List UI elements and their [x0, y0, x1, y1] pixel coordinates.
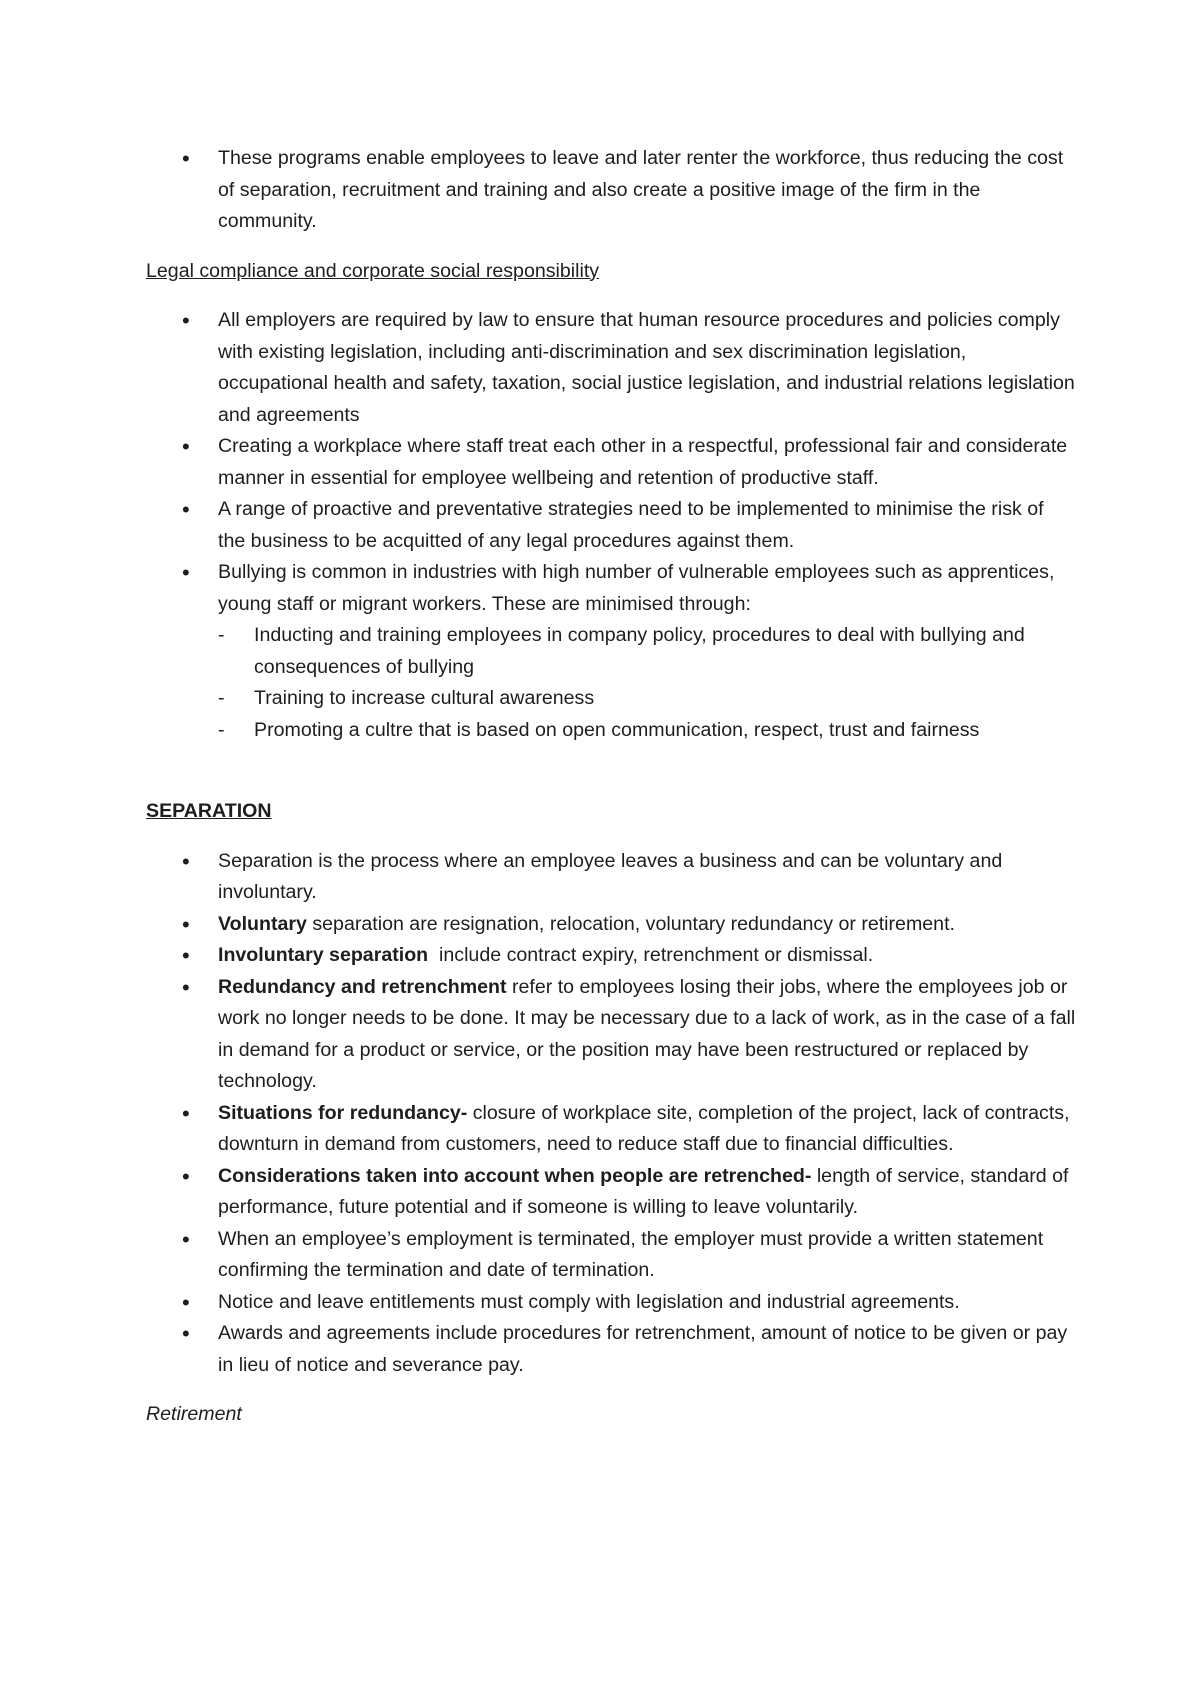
item-text: refer to employees losing their jobs, where the employees job or work no longer needs to be done. It may be necessary due to a lack of work, as in the case of a fall in demand for a product or service, or the position may have been restructured or replaced by technology.: [218, 975, 1076, 1092]
item-text: include contract expiry, retrenchment or dismissal.: [428, 944, 874, 966]
item-text: length of service, standard of performance, future potential and if someone is willing to leave voluntarily.: [218, 1164, 1069, 1218]
legal-bullet-list: [146, 305, 1076, 746]
bold-term: Redundancy and retrenchment: [218, 975, 507, 998]
list-item: • A range of proactive and preventative strategies need to be implemented to minimise the risk of the business to be acquitted of any legal procedures against them.: [146, 494, 1076, 557]
bold-term: Involuntary separation: [218, 944, 429, 966]
list-item: • All employers are required by law to ensure that human resource procedures and policies comply with existing legislation, including anti-discrimination and sex discrimination legislation, occupational health and safety, taxation, social justice legislation, and industrial relations legislation and agreements: [146, 305, 1076, 431]
separation-bullet-list: [146, 846, 1076, 1382]
list-item: [146, 972, 1076, 1098]
item-text: closure of workplace site, completion of the project, lack of contracts, downturn in demand from customers, need to reduce staff due to financial difficulties.: [218, 1101, 1070, 1155]
list-item: • Awards and agreements include procedures for retrenchment, amount of notice to be given or pay in lieu of notice and severance pay.: [146, 1318, 1076, 1381]
legal-compliance-heading: Legal compliance and corporate social responsibility: [146, 259, 600, 282]
retirement-heading: Retirement: [146, 1403, 242, 1425]
list-item: • Notice and leave entitlements must comply with legislation and industrial agreements.: [146, 1287, 1076, 1319]
bold-term: Voluntary: [218, 912, 307, 935]
list-item: • Separation is the process where an employee leaves a business and can be voluntary and involuntary.: [146, 846, 1076, 909]
list-item: [146, 940, 1076, 972]
bold-term: Situations for redundancy-: [218, 1101, 468, 1124]
list-item: [146, 909, 1076, 941]
document-body: [146, 143, 1076, 1431]
bold-term: Considerations taken into account when people are retrenched-: [218, 1164, 812, 1187]
list-item: • These programs enable employees to leave and later renter the workforce, thus reducing the cost of separation, recruitment and training and also create a positive image of the firm in the community.: [146, 143, 1076, 238]
sub-list-item: - Inducting and training employees in company policy, procedures to deal with bullying and consequences of bullying: [218, 620, 1076, 683]
sub-list-item: - Promoting a cultre that is based on open communication, respect, trust and fairness: [218, 715, 1076, 747]
list-item: [146, 557, 1076, 746]
list-item: [146, 1161, 1076, 1224]
separation-heading: SEPARATION: [146, 800, 272, 822]
bullying-text: Bullying is common in industries with high number of vulnerable employees such as apprentices, young staff or migrant workers. These are minimised through:: [218, 561, 1055, 615]
programs-bullet-list: [146, 143, 1076, 238]
list-item: [146, 1098, 1076, 1161]
item-text: separation are resignation, relocation, voluntary redundancy or retirement.: [306, 912, 955, 935]
list-item: • When an employee’s employment is terminated, the employer must provide a written statement confirming the termination and date of termination.: [146, 1224, 1076, 1287]
sub-list-item: - Training to increase cultural awareness: [218, 683, 1076, 715]
list-item: • Creating a workplace where staff treat each other in a respectful, professional fair and considerate manner in essential for employee wellbeing and retention of productive staff.: [146, 431, 1076, 494]
bullying-sub-list: [218, 620, 1076, 746]
